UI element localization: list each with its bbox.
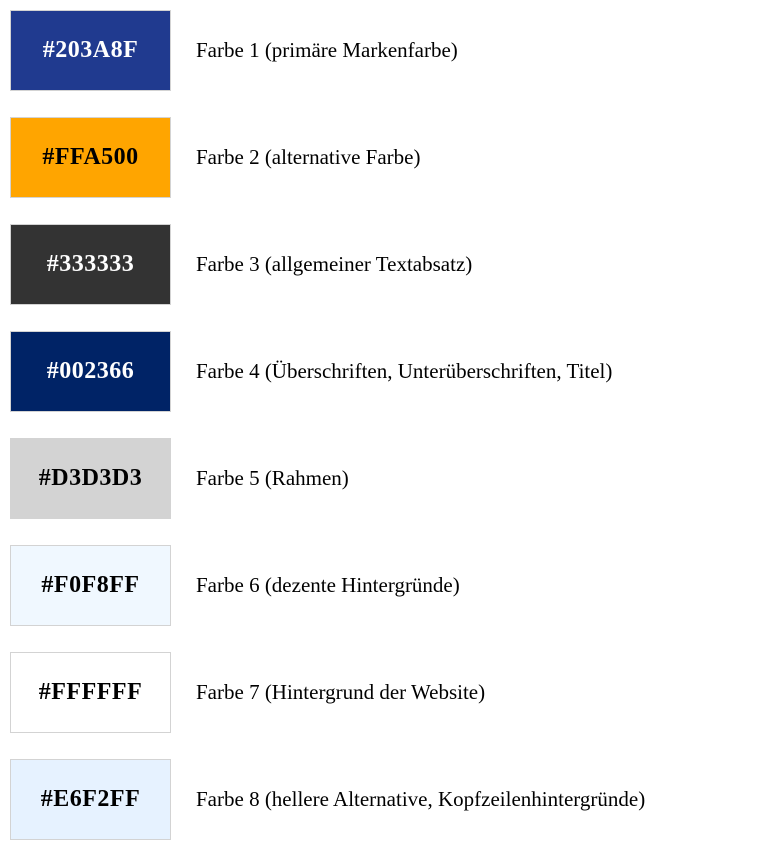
swatch-hex-code: #333333 [46, 251, 135, 277]
swatch-hex-code: #002366 [46, 358, 135, 384]
palette-row-7 [10, 652, 776, 733]
color-swatch-5 [10, 438, 171, 519]
palette-row-6 [10, 545, 776, 626]
swatch-label: Farbe 8 (hellere Alternative, Kopfzeilenhintergründe) [196, 787, 646, 811]
swatch-label: Farbe 7 (Hintergrund der Website) [196, 680, 486, 704]
swatch-label: Farbe 3 (allgemeiner Textabsatz) [196, 252, 473, 276]
color-swatch-2 [10, 117, 171, 198]
color-swatch-4 [10, 331, 171, 412]
palette-row-1 [10, 10, 776, 91]
color-swatch-1 [10, 10, 171, 91]
palette-row-8 [10, 759, 776, 840]
swatch-hex-code: #E6F2FF [40, 786, 141, 812]
palette-row-2 [10, 117, 776, 198]
color-swatch-3 [10, 224, 171, 305]
color-swatch-8 [10, 759, 171, 840]
color-swatch-6 [10, 545, 171, 626]
swatch-hex-code: #D3D3D3 [38, 465, 143, 491]
palette-row-4 [10, 331, 776, 412]
palette-row-3 [10, 224, 776, 305]
swatch-label: Farbe 1 (primäre Markenfarbe) [196, 38, 458, 62]
swatch-hex-code: #FFA500 [42, 144, 139, 170]
color-swatch-7 [10, 652, 171, 733]
swatch-hex-code: #FFFFFF [38, 679, 143, 705]
swatch-label: Farbe 6 (dezente Hintergründe) [196, 573, 460, 597]
palette-row-5 [10, 438, 776, 519]
swatch-label: Farbe 5 (Rahmen) [196, 466, 349, 490]
swatch-hex-code: #203A8F [42, 37, 139, 63]
swatch-label: Farbe 4 (Überschriften, Unterüberschriften, Titel) [196, 359, 613, 383]
swatch-hex-code: #F0F8FF [41, 572, 140, 598]
swatch-label: Farbe 2 (alternative Farbe) [196, 145, 421, 169]
